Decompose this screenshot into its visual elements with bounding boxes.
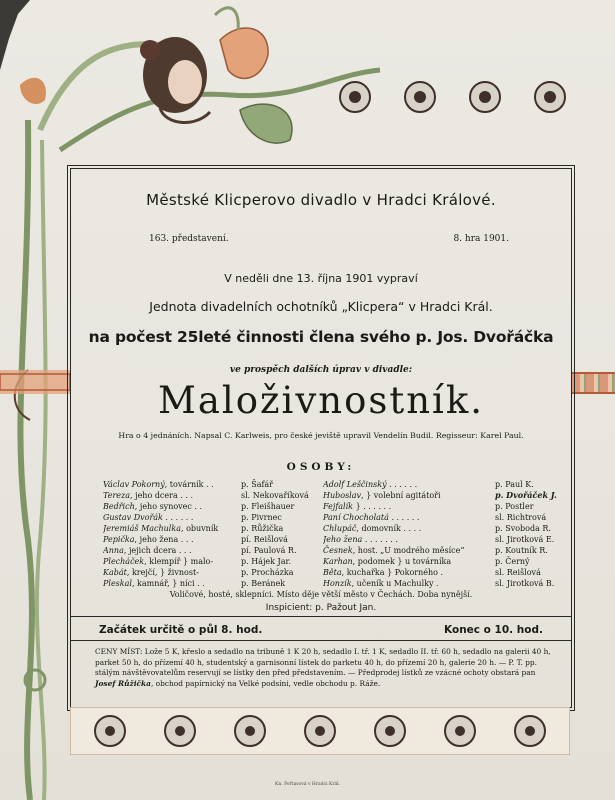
cast-actor: p. Šafář — [241, 480, 274, 489]
cast-row — [103, 479, 323, 490]
cast-row — [323, 578, 573, 589]
role-name: Bedřich — [103, 502, 135, 511]
role-name: Pepička — [103, 535, 135, 544]
top-ornament — [0, 0, 615, 170]
role-description: , jejich dcera . . . — [123, 546, 192, 555]
cast-row — [323, 556, 573, 567]
cast-role — [323, 578, 495, 589]
cast-actor: sl. Jirotková E. — [495, 535, 555, 544]
bottom-ornament — [70, 707, 570, 755]
cast-role — [323, 512, 495, 523]
role-name: Česnek — [323, 546, 353, 555]
cast-list-left — [103, 479, 323, 589]
end-time: Konec o 10. hod. — [444, 624, 543, 636]
role-description: . . . . . . . — [362, 535, 398, 544]
cast-role — [323, 501, 495, 512]
role-description: , kamnář, } níci . . — [131, 579, 205, 588]
cast-row — [103, 534, 323, 545]
play-title: Maloživnostník. — [157, 379, 485, 422]
cast-role — [103, 578, 241, 589]
cast-actor: sl. Nekovaříková — [241, 491, 309, 500]
prompter-line: Inspicient: p. Pažout Jan. — [265, 603, 377, 613]
cast-actor: sl. Richtrová — [495, 513, 547, 522]
role-description: , jeho synovec . . — [134, 502, 203, 511]
cast-role — [103, 556, 241, 567]
theatre-name: Městské Klicperovo divadlo v Hradci Králové. — [146, 191, 496, 209]
role-description: . . . . . . — [386, 480, 418, 489]
role-description: , jeho dcera . . . — [130, 491, 193, 500]
cast-role — [103, 523, 241, 534]
role-description: , klempíř } malo- — [144, 557, 214, 566]
role-name: Anna — [103, 546, 124, 555]
cast-row — [103, 567, 323, 578]
divider-bottom — [71, 640, 571, 641]
date-line: V neděli dne 13. října 1901 vypraví — [224, 272, 418, 285]
cast-role — [103, 545, 241, 556]
playbill-frame — [70, 168, 572, 708]
cast-role — [103, 567, 241, 578]
cast-actor: p. Růžička — [241, 524, 284, 533]
role-description: . . . . . . — [162, 513, 194, 522]
play-subtitle: Hra o 4 jednáních. Napsal C. Karlweis, pro české jeviště upravil Vendelín Budil. Regisseur: Karel Paul. — [118, 431, 524, 440]
cast-row — [323, 523, 573, 534]
role-name: Jeremiáš Machulka — [103, 524, 181, 533]
cast-actor: p. Černý — [495, 557, 530, 566]
role-name: Jeho žena — [323, 535, 363, 544]
cast-role — [323, 534, 495, 545]
cast-role — [103, 490, 241, 501]
printer-imprint: Kn. Pořtasová v Hradci Král. — [274, 782, 341, 787]
role-name: Václav Pokorný — [103, 480, 165, 489]
role-description: , domovník . . . . — [356, 524, 422, 533]
role-description: , } volební agitátoři — [361, 491, 441, 500]
role-description: , továrník . . — [164, 480, 214, 489]
cast-actor: sl. Jirotková B. — [495, 579, 555, 588]
cast-actor: pí. Paulová R. — [241, 546, 297, 555]
role-description: , podomek } u továrníka — [352, 557, 452, 566]
cast-role — [323, 523, 495, 534]
cast-row — [323, 545, 573, 556]
cast-role — [323, 556, 495, 567]
cast-role — [323, 479, 495, 490]
cast-role — [323, 490, 495, 501]
woman-portrait — [140, 37, 210, 123]
cast-actor: sl. Reišlová — [495, 568, 541, 577]
cast-row — [323, 490, 573, 501]
role-name: Tereza — [103, 491, 130, 500]
cast-row — [103, 512, 323, 523]
cast-role — [103, 501, 241, 512]
cast-role — [103, 512, 241, 523]
role-description: , jeho žena . . . — [134, 535, 194, 544]
cast-row — [103, 490, 323, 501]
cast-list-right — [323, 479, 573, 589]
role-name: Karhan — [323, 557, 353, 566]
role-name: Plecháček — [103, 557, 145, 566]
cast-row — [323, 479, 573, 490]
cast-actor: p. Svoboda R. — [495, 524, 551, 533]
role-name: Běta — [323, 568, 342, 577]
role-name: Fejfalík — [323, 502, 354, 511]
benefit-line: ve prospěch dalších úprav v divadle: — [229, 365, 413, 375]
cast-heading: OSOBY: — [286, 461, 356, 473]
role-description: . . . . . . — [388, 513, 420, 522]
right-band-ornament — [572, 372, 615, 394]
performance-number: 163. představení. — [149, 234, 229, 244]
role-description: , učeník u Machulky . — [351, 579, 439, 588]
cast-actor: p. Koutník R. — [495, 546, 548, 555]
cast-role — [323, 545, 495, 556]
role-description: , kuchařka } Pokorného . — [341, 568, 444, 577]
cast-actor: p. Paul K. — [495, 480, 534, 489]
cast-role — [323, 567, 495, 578]
role-name: Chlupáč — [323, 524, 357, 533]
role-name: Honzík — [323, 579, 352, 588]
role-description: , obuvník — [180, 524, 219, 533]
role-name: Pleskal — [103, 579, 132, 588]
role-name: Kabát — [103, 568, 127, 577]
cast-role — [103, 479, 241, 490]
role-description: , host. „U modrého měsíce“ — [352, 546, 465, 555]
role-description: } . . . . . . — [353, 502, 392, 511]
role-name: Gustav Dvořák — [103, 513, 163, 522]
prices-text: CENY MÍST: Lože 5 K, křeslo a sedadlo na tribuně 1 K 20 h, sedadlo I. tř. 1 K, sedadlo II. tř. 60 h, sedadlo na galerii 40 h, parket 50 h, do přízemí 40 h, studentský a garnisonní lístek do parketu 40 h, do přízemí 20 h, galerie 20 h. — P. T. pp. stálým návštěvovatelům reservují se lístky den před představením. — Předprodej lístků ze vzácné ochoty obstará pan Josef Růžička, obchod papírnický na Velké podsíni, vedle obchodu p. Ráže. — [95, 647, 551, 688]
cast-row — [103, 501, 323, 512]
extras-line: Voličové, hosté, sklepníci. Místo děje větší město v Čechách. Doba nynější. — [169, 590, 473, 599]
cast-row — [103, 523, 323, 534]
role-name: Huboslav — [323, 491, 362, 500]
cast-actor: p. Beránek — [241, 579, 286, 588]
cast-role — [103, 534, 241, 545]
divider-top — [71, 616, 571, 617]
honor-line: na počest 25leté činnosti člena svého p. Jos. Dvořáčka — [88, 328, 554, 346]
role-name: Paní Chocholatá — [323, 513, 389, 522]
cast-row — [323, 534, 573, 545]
cast-row — [323, 567, 573, 578]
cast-actor: pí. Reišlová — [241, 535, 288, 544]
cast-actor: p. Procházka — [241, 568, 294, 577]
organizer-line: Jednota divadelních ochotníků „Klicpera“ v Hradci Král. — [149, 299, 493, 314]
cast-actor: p. Fleišhauer — [241, 502, 295, 511]
cast-actor: p. Postler — [495, 502, 534, 511]
cast-actor: p. Dvořáček J. — [495, 490, 557, 500]
role-name: Adolf Leščinský — [323, 480, 387, 489]
play-number: 8. hra 1901. — [453, 234, 509, 244]
cast-actor: p. Hájek Jar. — [241, 557, 292, 566]
start-time: Začátek určitě o půl 8. hod. — [99, 624, 263, 636]
cast-row — [103, 556, 323, 567]
cast-row — [103, 545, 323, 556]
cast-actor: p. Pivrnec — [241, 513, 282, 522]
left-ornament — [0, 120, 80, 800]
cast-row — [103, 578, 323, 589]
cast-row — [323, 512, 573, 523]
cast-row — [323, 501, 573, 512]
role-description: , krejčí, } živnost- — [126, 568, 199, 577]
